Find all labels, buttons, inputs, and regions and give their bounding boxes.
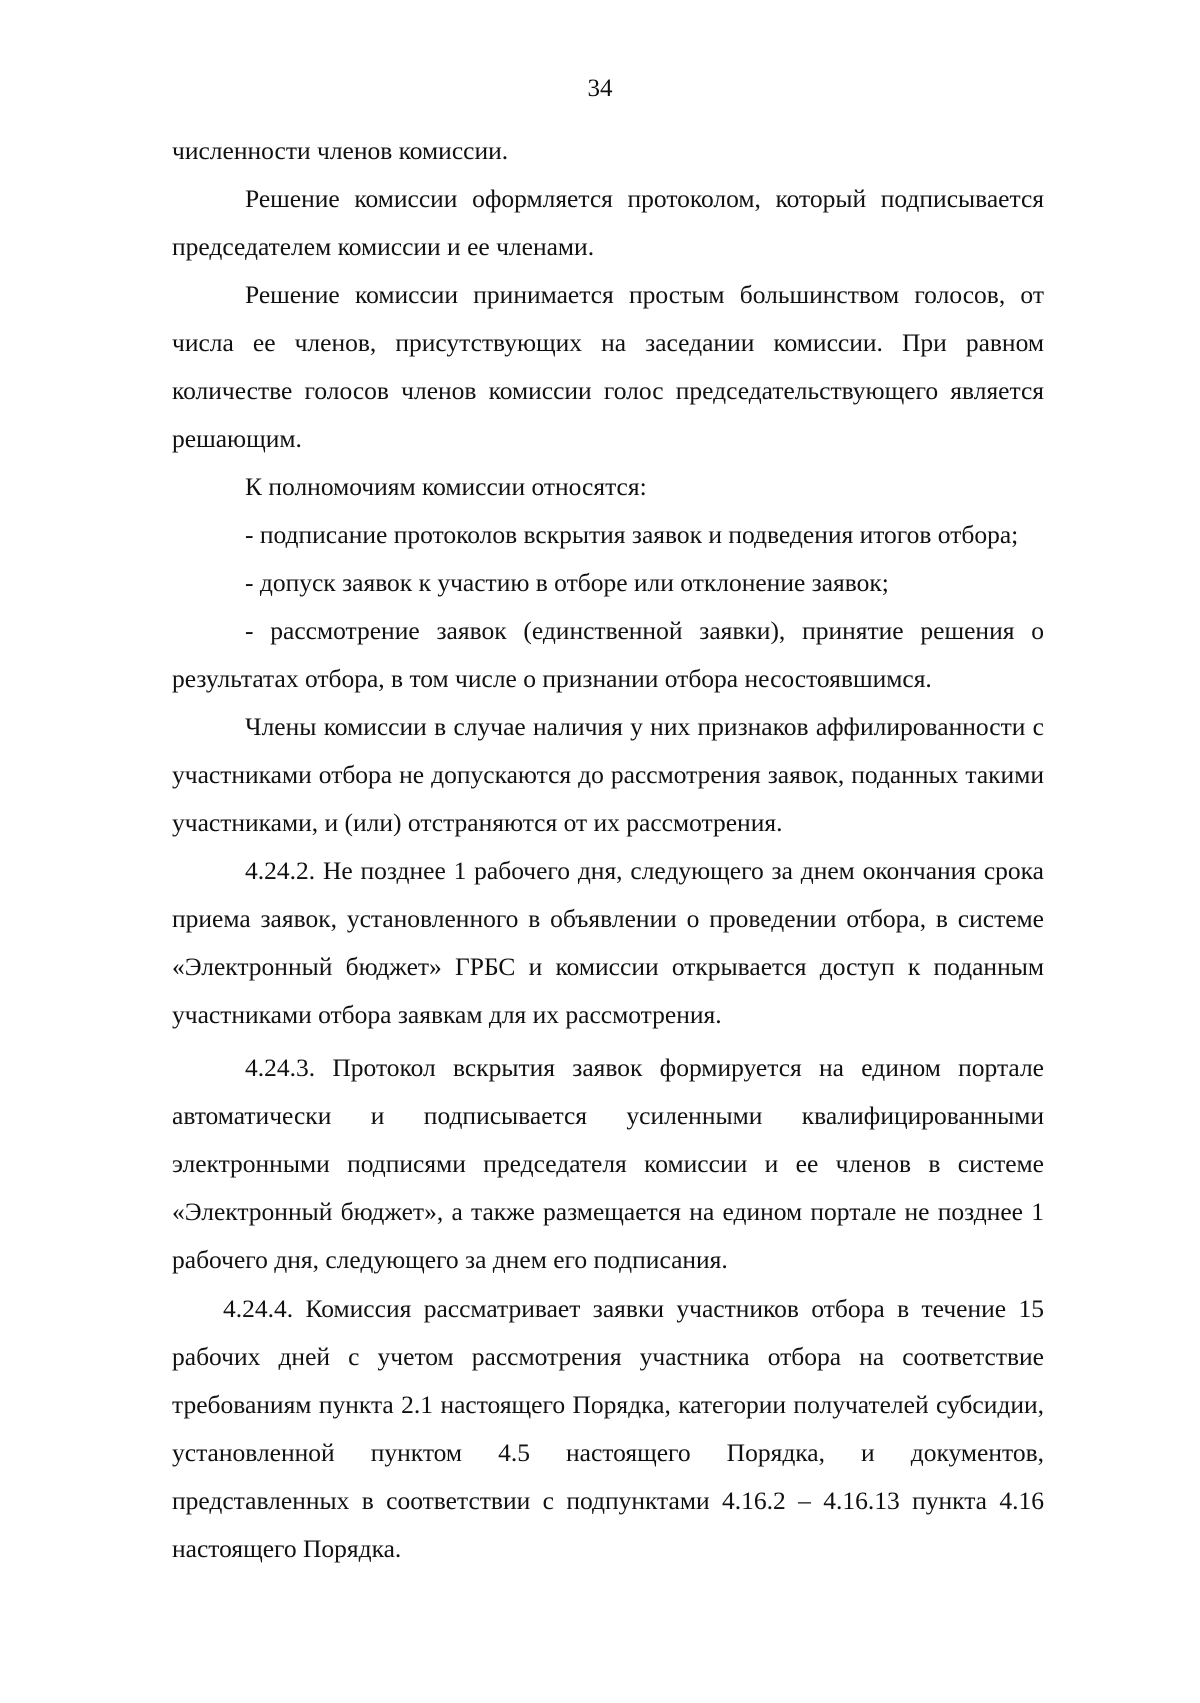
paragraph	[172, 127, 1044, 175]
text-line: участниками, и (или) отстраняются от их рассмотрения.	[172, 808, 783, 837]
text-line: настоящего Порядка.	[172, 1534, 402, 1563]
text-line: председателем комиссии и ее членами.	[172, 232, 595, 261]
paragraph	[172, 703, 1044, 847]
text-line: количестве голосов членов комиссии голос председательствующего является	[172, 376, 1044, 405]
text-line: «Электронный бюджет» ГРБС и комиссии открывается доступ к поданным	[172, 952, 1044, 981]
paragraph	[172, 175, 1044, 271]
text-line: числа ее членов, присутствующих на заседании комиссии. При равном	[172, 328, 1044, 357]
paragraph	[172, 559, 1044, 607]
text-line: - подписание протоколов вскрытия заявок и подведения итогов отбора;	[245, 520, 1019, 549]
text-line: требованиям пункта 2.1 настоящего Порядка, категории получателей субсидии,	[172, 1390, 1044, 1419]
text-line: представленных в соответствии с подпунктами 4.16.2 – 4.16.13 пункта 4.16	[172, 1486, 1044, 1515]
text-line: численности членов комиссии.	[172, 136, 509, 165]
paragraph	[172, 271, 1044, 463]
paragraph	[172, 847, 1044, 1039]
text-line: результатах отбора, в том числе о признании отбора несостоявшимся.	[172, 664, 932, 693]
text-line: 4.24.3. Протокол вскрытия заявок формируется на едином портале	[245, 1053, 1044, 1082]
text-line: участниками отбора заявкам для их рассмотрения.	[172, 1000, 722, 1029]
paragraph	[172, 1044, 1044, 1284]
text-line: К полномочиям комиссии относятся:	[245, 472, 647, 501]
text-line: Решение комиссии оформляется протоколом, который подписывается	[245, 184, 1044, 213]
text-line: рабочего дня, следующего за днем его подписания.	[172, 1245, 728, 1274]
text-line: 4.24.4. Комиссия рассматривает заявки участников отбора в течение 15	[223, 1294, 1044, 1323]
page-number: 34	[587, 75, 613, 102]
text-line: автоматически и подписывается усиленными квалифицированными	[172, 1101, 1044, 1130]
text-line: - рассмотрение заявок (единственной заявки), принятие решения о	[245, 616, 1044, 645]
text-line: Решение комиссии принимается простым большинством голосов, от	[245, 280, 1044, 309]
paragraph	[172, 607, 1044, 703]
text-line: Члены комиссии в случае наличия у них признаков аффилированности с	[245, 712, 1044, 741]
text-line: решающим.	[172, 424, 302, 453]
paragraph	[172, 1285, 1044, 1573]
text-line: участниками отбора не допускаются до рассмотрения заявок, поданных такими	[172, 760, 1044, 789]
text-line: приема заявок, установленного в объявлении о проведении отбора, в системе	[172, 904, 1044, 933]
text-line: 4.24.2. Не позднее 1 рабочего дня, следующего за днем окончания срока	[245, 856, 1044, 885]
text-line: - допуск заявок к участию в отборе или отклонение заявок;	[245, 568, 889, 597]
document-body	[172, 127, 1044, 1567]
text-line: «Электронный бюджет», а также размещается на едином портале не позднее 1	[172, 1197, 1044, 1226]
paragraph	[172, 511, 1044, 559]
text-line: рабочих дней с учетом рассмотрения участника отбора на соответствие	[172, 1342, 1044, 1371]
text-line: электронными подписями председателя комиссии и ее членов в системе	[172, 1149, 1044, 1178]
text-line: установленной пунктом 4.5 настоящего Порядка, и документов,	[172, 1438, 1044, 1467]
paragraph	[172, 463, 1044, 511]
